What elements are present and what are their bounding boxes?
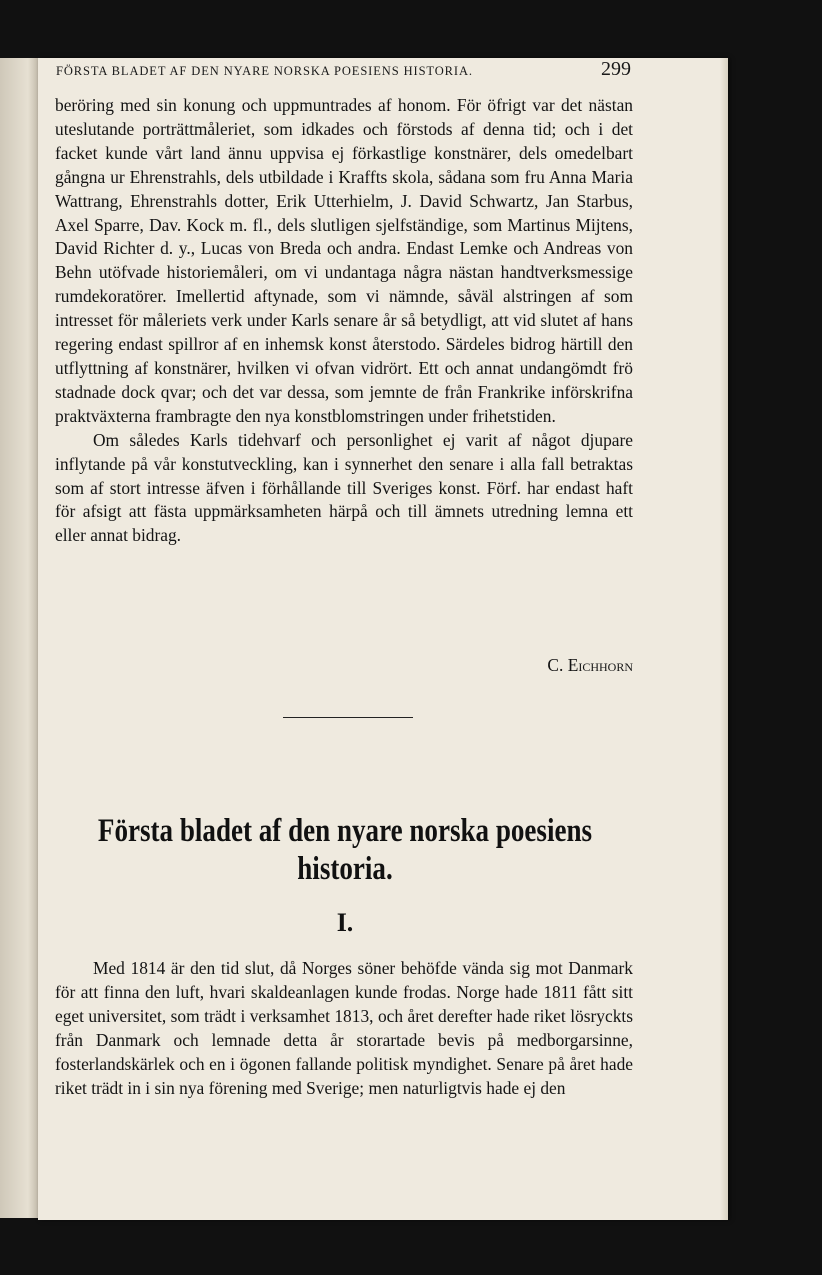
article-title: Första bladet af den nyare norska poesiens historia. bbox=[97, 813, 593, 887]
page-header bbox=[56, 58, 631, 86]
article-body-start bbox=[55, 957, 633, 1100]
paragraph-conclusion: Om således Karls tidehvarf och personlighet ej varit af något djupare inflytande på vår konstutveckling, kan i synnerhet den senare i alla fall betraktas som af stort intresse äfven i förhållande till Sveriges konst. Förf. har endast haft för afsigt att fästa uppmärksamheten härpå och till ämnets utredning lemna ett eller annat bidrag. bbox=[55, 429, 633, 546]
article-body-end bbox=[55, 94, 633, 548]
part-number: I. bbox=[336, 908, 354, 937]
paragraph-continuation: beröring med sin konung och uppmuntrades af honom. För öfrigt var det nästan uteslutande porträttmåleriet, som idkades och förstods af denna tid; och i det facket kunde vårt land ännu uppvisa ej förkastlige konstnärer, dels omedelbart gångna ur Ehrenstrahls, dels utbildade i Kraffts skola, sådana som fru Anna Maria Wattrang, Ehrenstrahls dotter, Erik Utterhielm, J. David Schwartz, Jan Starbus, Axel Sparre, Dav. Kock m. fl., dels slutligen sjelfständige, som Martinus Mijtens, David Richter d. y., Lucas von Breda och andra. Endast Lemke och Andreas von Behn utöfvade historiemåleri, om vi undantaga några nästan handtverksmessige rumdekoratörer. Imellertid aftynade, som vi nämnde, såväl alstringen af som intresset för måleriets verk under Karls senare år så betydligt, att vid slutet af hans regering endast spillror af en inhemsk konst återstodo. Särdeles bidrog härtill den utflyttning af konstnärer, hvilken vi ofvan vidrört. Ett och annat undangömdt frö stadnade dock qvar; och det var dessa, som jemnte de från Frankrike införskrifna praktväxterna frambragte den nya konstblomstringen under frihetstiden. bbox=[55, 95, 633, 426]
page-number: 299 bbox=[601, 58, 631, 80]
author-signature: C. Eichhorn bbox=[547, 655, 633, 675]
section-divider bbox=[283, 717, 413, 718]
page-edge-shadow bbox=[720, 58, 728, 1220]
running-title: FÖRSTA BLADET AF DEN NYARE NORSKA POESIENS HISTORIA. bbox=[56, 64, 473, 78]
facing-page-edge bbox=[0, 58, 41, 1218]
paragraph-opening: Med 1814 är den tid slut, då Norges söner behöfde vända sig mot Danmark för att finna den luft, hvari skaldeanlagen kunde frodas. Norge hade 1811 fått sitt eget universitet, som trädt i verksamhet 1813, och året derefter hade riket lösryckts från Danmark och lemnade detta år storartade bevis på medborgarsinne, fosterlandskärlek och en i ögonen fallande politisk myndighet. Senare på året hade riket trädt in i sin nya förening med Sverige; men naturligtvis hade ej den bbox=[55, 958, 633, 1098]
